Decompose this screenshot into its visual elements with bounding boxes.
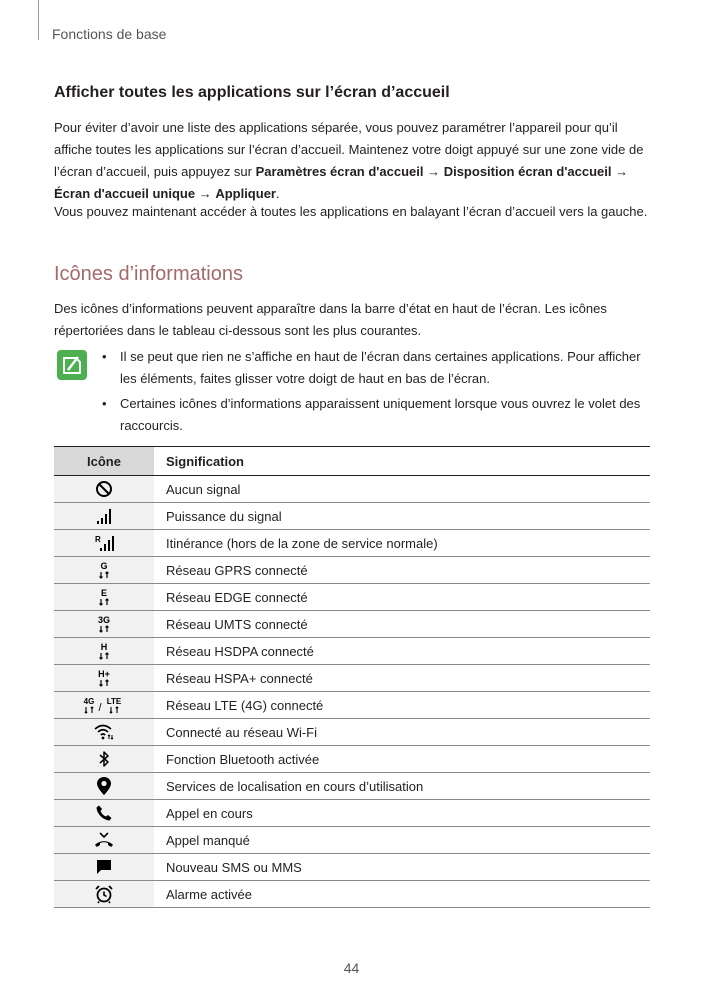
note-item (98, 346, 653, 390)
table-row (54, 854, 650, 881)
table-header-row (54, 447, 650, 476)
location-icon (54, 773, 154, 800)
network-glyph: 3G (97, 615, 111, 625)
alarm-icon (54, 881, 154, 908)
network-glyph: G (100, 561, 108, 571)
note-list (98, 346, 653, 440)
message-icon (54, 854, 154, 881)
table-row (54, 638, 650, 665)
row-meaning: Nouveau SMS ou MMS (154, 854, 650, 881)
network-glyph: H+ (98, 669, 110, 679)
table-row (54, 557, 650, 584)
row-meaning: Réseau GPRS connecté (154, 557, 650, 584)
table-row (54, 881, 650, 908)
bullet: • (102, 396, 107, 411)
table-row (54, 800, 650, 827)
row-meaning: Réseau LTE (4G) connecté (154, 692, 650, 719)
table-row (54, 665, 650, 692)
margin-rule (38, 0, 39, 40)
table-row (54, 692, 650, 719)
page-number: 44 (343, 960, 360, 976)
period: . (275, 186, 280, 201)
table-row (54, 827, 650, 854)
row-meaning: Aucun signal (154, 476, 650, 503)
table-row (54, 746, 650, 773)
table-row (54, 773, 650, 800)
wifi-icon (54, 719, 154, 746)
network-glyph: E (100, 588, 108, 598)
separator: / (98, 702, 102, 714)
row-meaning: Connecté au réseau Wi-Fi (154, 719, 650, 746)
call-icon (54, 800, 154, 827)
section-title: Afficher toutes les applications sur l’écran d’accueil (54, 84, 450, 101)
column-header-icon: Icône (54, 447, 154, 476)
row-meaning: Services de localisation en cours d’utilisation (154, 773, 650, 800)
network-glyph: H (100, 642, 108, 652)
arrow: → (611, 164, 629, 179)
table-row (54, 476, 650, 503)
row-meaning: Fonction Bluetooth activée (154, 746, 650, 773)
roaming-glyph: R (95, 535, 101, 544)
table-row (54, 530, 650, 557)
paragraph-instructions (54, 117, 654, 205)
hspa-plus-icon (54, 665, 154, 692)
note-item (98, 393, 653, 437)
menu-path-apply: Appliquer (215, 186, 276, 201)
row-meaning: Réseau HSPA+ connecté (154, 665, 650, 692)
section-heading: Icônes d’informations (54, 263, 243, 285)
network-glyph: 4G (83, 697, 95, 706)
menu-path-single-home: Écran d'accueil unique (54, 186, 196, 201)
umts-icon (54, 611, 154, 638)
running-header: Fonctions de base (52, 26, 167, 42)
icon-table (54, 446, 650, 908)
missed-call-icon (54, 827, 154, 854)
arrow: → (195, 186, 216, 201)
network-glyph: LTE (106, 697, 122, 706)
row-meaning: Réseau HSDPA connecté (154, 638, 650, 665)
no-signal-icon (54, 476, 154, 503)
bullet: • (102, 349, 107, 364)
row-meaning: Appel manqué (154, 827, 650, 854)
row-meaning: Alarme activée (154, 881, 650, 908)
row-meaning: Réseau EDGE connecté (154, 584, 650, 611)
table-row (54, 611, 650, 638)
gprs-icon (54, 557, 154, 584)
note-text: Il se peut que rien ne s’affiche en haut de l’écran dans certaines applications. Pour afficher les éléments, faites glisser votre doigt de haut en bas de l’écran. (120, 349, 641, 386)
edge-icon (54, 584, 154, 611)
table-row (54, 719, 650, 746)
menu-path-layout: Disposition écran d'accueil (443, 164, 612, 179)
row-meaning: Réseau UMTS connecté (154, 611, 650, 638)
paragraph-intro: Des icônes d’informations peuvent apparaître dans la barre d’état en haut de l’écran. Les icônes répertoriées dans le tableau ci-dessous sont les plus courantes. (54, 301, 607, 338)
bluetooth-icon (54, 746, 154, 773)
lte-icon (54, 692, 154, 719)
paragraph-text: Pour éviter d’avoir une liste des applications séparée, vous pouvez paramétrer l’appareil pour qu’il affiche toutes les applications sur l’écran d’accueil. Maintenez votre doigt appuyé sur une zone vide de l’écran d’accueil, puis appuyez sur (54, 120, 644, 179)
row-meaning: Itinérance (hors de la zone de service normale) (154, 530, 650, 557)
roaming-icon (54, 530, 154, 557)
row-meaning: Appel en cours (154, 800, 650, 827)
signal-strength-icon (54, 503, 154, 530)
paragraph-swipe: Vous pouvez maintenant accéder à toutes les applications en balayant l’écran d’accueil vers la gauche. (54, 204, 648, 219)
note-icon (56, 349, 88, 381)
table-row (54, 503, 650, 530)
arrow: → (423, 164, 444, 179)
table-row (54, 584, 650, 611)
hsdpa-icon (54, 638, 154, 665)
column-header-meaning: Signification (166, 453, 244, 469)
note-text: Certaines icônes d’informations apparaissent uniquement lorsque vous ouvrez le volet des raccourcis. (120, 396, 641, 433)
menu-path-home-settings: Paramètres écran d'accueil (255, 164, 424, 179)
row-meaning: Puissance du signal (154, 503, 650, 530)
